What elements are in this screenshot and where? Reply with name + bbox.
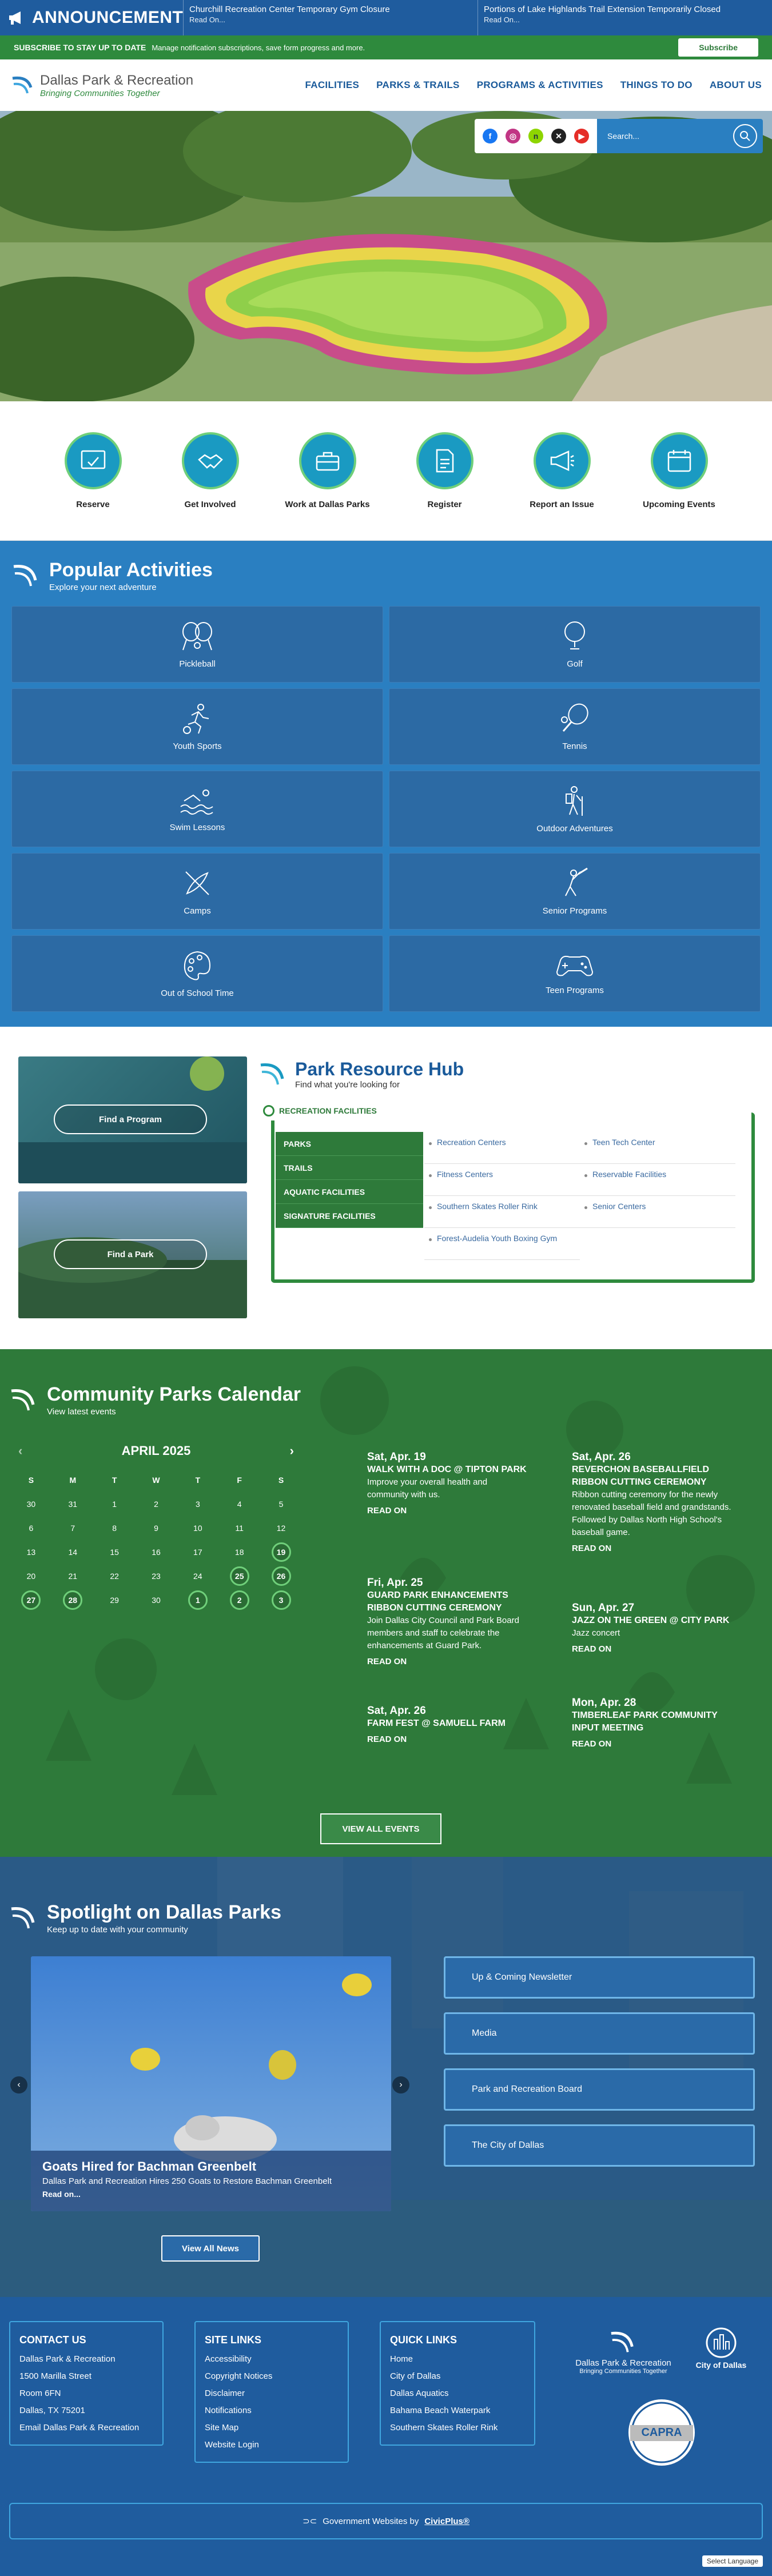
prev-slide-icon[interactable]: ‹	[10, 2076, 27, 2094]
find-park-card[interactable]	[18, 1191, 247, 1318]
activity-out-of-school-time[interactable]	[11, 935, 383, 1012]
kayak-icon	[181, 867, 213, 899]
calendar-day[interactable]: 24	[193, 1572, 202, 1581]
calendar-day[interactable]: 12	[276, 1524, 286, 1533]
event-item	[367, 1577, 527, 1668]
spotlight-link[interactable]: Park and Recreation Board	[444, 2068, 755, 2111]
activity-label[interactable]: Golf	[567, 659, 583, 669]
quick-link-register[interactable]	[396, 432, 494, 509]
calendar-day[interactable]: 10	[193, 1524, 202, 1533]
event-read-on[interactable]: READ ON	[367, 1506, 407, 1516]
calendar-day[interactable]: 23	[152, 1572, 161, 1581]
event-description: Join Dallas City Council and Park Board members and staff to celebrate the enhancements at Guard Park.	[367, 1616, 519, 1650]
quick-link-events[interactable]	[631, 432, 728, 509]
calendar-day[interactable]: 15	[110, 1548, 119, 1557]
calendar-week	[10, 1588, 302, 1612]
event-read-on[interactable]: READ ON	[367, 1657, 407, 1666]
quick-link-reserve[interactable]	[45, 432, 142, 509]
contact-title: CONTACT US	[19, 2334, 86, 2346]
swimmer-icon	[178, 786, 216, 816]
megaphone-icon	[8, 10, 25, 25]
section-title: Popular Activities	[49, 559, 213, 581]
youtube-icon[interactable]: ▶	[574, 129, 589, 143]
site-links-box	[194, 2321, 349, 2463]
slide-caption	[42, 2159, 332, 2199]
gov-text: Government Websites by	[323, 2516, 419, 2526]
next-slide-icon[interactable]: ›	[392, 2076, 409, 2094]
activity-golf[interactable]	[389, 606, 761, 683]
game-controller-icon	[555, 952, 595, 979]
footer-link[interactable]: Website Login	[205, 2440, 259, 2450]
calendar-day-event[interactable]: 2	[230, 1590, 249, 1610]
calendar-day[interactable]: 16	[152, 1548, 161, 1557]
event-item	[572, 1451, 732, 1555]
prev-month-icon[interactable]: ‹	[18, 1443, 23, 1458]
category-aquatic-facilities[interactable]: AQUATIC FACILITIES	[276, 1180, 423, 1204]
quick-links-title: QUICK LINKS	[390, 2334, 457, 2346]
spotlight-title: Spotlight on Dallas Parks	[47, 1901, 281, 1923]
menu-things-to-do[interactable]: THINGS TO DO	[620, 79, 693, 90]
calendar-day[interactable]: 22	[110, 1572, 119, 1581]
event-title[interactable]: JAZZ ON THE GREEN @ CITY PARK	[572, 1616, 730, 1625]
tab-recreation-facilities[interactable]	[258, 1101, 381, 1120]
calendar-week	[10, 1492, 302, 1516]
event-date: Sat, Apr. 26	[572, 1451, 631, 1463]
event-date: Sat, Apr. 26	[367, 1705, 426, 1717]
calendar-day[interactable]: 2	[154, 1500, 158, 1509]
activity-label[interactable]: Swim Lessons	[169, 822, 225, 832]
contact-email-link[interactable]: Email Dallas Park & Recreation	[19, 2423, 140, 2433]
calendar-day-event[interactable]: 25	[230, 1566, 249, 1586]
civicplus-icon: ⊃⊂	[303, 2517, 317, 2526]
footer-link[interactable]: Dallas Aquatics	[390, 2388, 449, 2398]
hub-link[interactable]: Recreation Centers	[424, 1132, 580, 1164]
calendar-week	[10, 1564, 302, 1588]
quick-link-label[interactable]: Reserve	[76, 500, 110, 509]
megaphone-icon[interactable]	[534, 432, 591, 489]
hub-link[interactable]: Teen Tech Center	[580, 1132, 735, 1164]
calendar-day[interactable]: 31	[68, 1500, 78, 1509]
calendar-icon[interactable]	[651, 432, 708, 489]
golf-icon	[559, 620, 591, 652]
calendar-day[interactable]: 30	[152, 1596, 161, 1605]
event-date: Sat, Apr. 19	[367, 1451, 426, 1463]
reserve-icon[interactable]	[65, 432, 122, 489]
site-logo[interactable]	[10, 73, 193, 98]
spotlight-link[interactable]: Media	[444, 2012, 755, 2055]
footer-link[interactable]: Bahama Beach Waterpark	[390, 2406, 491, 2415]
main-menu	[305, 79, 762, 91]
calendar-week	[10, 1540, 302, 1564]
calendar-day-event[interactable]: 28	[63, 1590, 82, 1610]
event-title[interactable]: WALK WITH A DOC @ TIPTON PARK	[367, 1465, 527, 1474]
hub-link[interactable]: Reservable Facilities	[580, 1164, 735, 1196]
activity-label[interactable]: Youth Sports	[173, 741, 222, 751]
activity-label[interactable]: Tennis	[562, 741, 587, 751]
footer-link[interactable]: Disclaimer	[205, 2388, 245, 2398]
calendar-heading	[9, 1383, 301, 1417]
calendar-grid	[10, 1468, 302, 1612]
event-date: Mon, Apr. 28	[572, 1697, 636, 1709]
quick-links	[0, 401, 772, 541]
calendar-day[interactable]: 18	[234, 1548, 244, 1557]
hub-categories	[276, 1132, 423, 1228]
spotlight-links	[444, 1956, 755, 2180]
hub-link[interactable]: Fitness Centers	[424, 1164, 580, 1196]
site-footer	[0, 2297, 772, 2576]
footer-link[interactable]: Copyright Notices	[205, 2371, 273, 2381]
event-description: Ribbon cutting ceremony for the newly renovated baseball field and grandstands. Followed by Dallas North High School's baseball game.	[572, 1490, 731, 1537]
slide-read-on[interactable]: Read on...	[42, 2190, 81, 2199]
contact-line: Dallas Park & Recreation	[19, 2354, 116, 2364]
event-item	[572, 1697, 732, 1750]
contact-box	[9, 2321, 164, 2446]
community-calendar	[0, 1349, 772, 1857]
category-signature-facilities[interactable]: SIGNATURE FACILITIES	[276, 1204, 423, 1228]
capra-text: CAPRA	[641, 2426, 682, 2439]
weekday: M	[69, 1476, 77, 1485]
swoosh-icon	[258, 1059, 288, 1089]
swoosh-icon	[9, 1385, 39, 1415]
calendar-day[interactable]: 30	[26, 1500, 36, 1509]
language-select[interactable]: Select Language	[702, 2555, 763, 2567]
section-heading	[11, 559, 761, 592]
find-park-button[interactable]: Find a Park	[54, 1239, 207, 1269]
weekday: T	[195, 1476, 201, 1485]
hub-title: Park Resource Hub	[295, 1059, 464, 1079]
announcement-heading	[0, 0, 183, 35]
hub-subtitle: Find what you're looking for	[295, 1080, 400, 1090]
footer-logo[interactable]	[572, 2328, 675, 2375]
logo-name: Dallas Park & Recreation	[40, 72, 194, 88]
event-read-on[interactable]: READ ON	[572, 1544, 612, 1553]
section-subtitle: Explore your next adventure	[49, 583, 157, 592]
activity-tennis[interactable]	[389, 688, 761, 765]
tennis-racket-icon	[559, 703, 591, 735]
event-title[interactable]: REVERCHON BASEBALLFIELD RIBBON CUTTING CEREMONY	[572, 1465, 710, 1487]
calendar-subtitle: View latest events	[47, 1407, 116, 1417]
footer-link[interactable]: Notifications	[205, 2406, 252, 2415]
government-websites-bar	[9, 2503, 763, 2539]
spotlight-subtitle: Keep up to date with your community	[47, 1925, 188, 1935]
capra-badge	[619, 2395, 705, 2471]
calendar-day[interactable]: 14	[68, 1548, 78, 1557]
category-trails[interactable]: TRAILS	[276, 1156, 423, 1180]
site-links-title: SITE LINKS	[205, 2334, 262, 2346]
contact-line: Room 6FN	[19, 2388, 61, 2398]
next-month-icon[interactable]: ›	[289, 1443, 294, 1458]
hub-links	[424, 1132, 735, 1260]
find-program-card[interactable]	[18, 1056, 247, 1183]
calendar-day[interactable]: 11	[235, 1524, 244, 1533]
tab-label[interactable]: RECREATION FACILITIES	[279, 1106, 377, 1115]
activity-label[interactable]: Teen Programs	[546, 985, 604, 995]
subscribe-text: Manage notification subscriptions, save form progress and more.	[152, 43, 365, 52]
activity-label[interactable]: Out of School Time	[161, 988, 234, 998]
logo-swoosh-icon	[609, 2328, 638, 2356]
menu-parks-trails[interactable]: PARKS & TRAILS	[376, 79, 460, 90]
slide-title[interactable]: Goats Hired for Bachman Greenbelt	[42, 2159, 257, 2174]
activity-label[interactable]: Pickleball	[179, 659, 216, 669]
search-input[interactable]: Search...	[607, 131, 640, 141]
calendar-day-event[interactable]: 1	[188, 1590, 208, 1610]
announcement-label: ANNOUNCEMENT	[32, 8, 184, 27]
calendar-day[interactable]: 4	[237, 1500, 242, 1509]
nextdoor-icon[interactable]: n	[528, 129, 543, 143]
menu-about-us[interactable]: ABOUT US	[709, 79, 762, 90]
weekday-header	[10, 1468, 302, 1492]
subscribe-button[interactable]: Subscribe	[678, 38, 758, 57]
calendar-day-event[interactable]: 27	[21, 1590, 41, 1610]
quick-links-box	[380, 2321, 535, 2446]
runner-icon	[180, 703, 214, 735]
quick-link-label[interactable]: Work at Dallas Parks	[285, 500, 370, 509]
read-on-link[interactable]: Read On...	[189, 15, 225, 24]
palette-icon	[181, 950, 213, 982]
logo-tagline: Bringing Communities Together	[40, 88, 160, 98]
search-icon[interactable]	[733, 124, 757, 148]
event-description: Improve your overall health and community with us.	[367, 1477, 488, 1500]
calendar-day[interactable]: 9	[154, 1524, 158, 1533]
announcement-title[interactable]: Churchill Recreation Center Temporary Gym Closure	[189, 5, 390, 14]
quick-link-label[interactable]: Register	[427, 500, 462, 509]
footer-link[interactable]: City of Dallas	[390, 2371, 441, 2381]
event-date: Sun, Apr. 27	[572, 1602, 635, 1614]
announcement-title[interactable]: Portions of Lake Highlands Trail Extension Temporarily Closed	[484, 5, 721, 14]
spotlight-heading	[9, 1901, 281, 1935]
activity-swim-lessons[interactable]	[11, 771, 383, 847]
briefcase-icon[interactable]	[299, 432, 356, 489]
x-icon[interactable]: ✕	[551, 129, 566, 143]
activity-label[interactable]: Camps	[184, 906, 211, 916]
calendar-day[interactable]: 3	[195, 1500, 200, 1509]
weekday: S	[278, 1476, 284, 1485]
category-parks[interactable]: PARKS	[276, 1132, 423, 1156]
calendar-day[interactable]: 6	[29, 1524, 34, 1533]
calendar-day[interactable]: 17	[193, 1548, 202, 1557]
activity-senior-programs[interactable]	[389, 853, 761, 930]
calendar-day[interactable]: 13	[26, 1548, 36, 1557]
swoosh-icon	[9, 1903, 39, 1933]
view-all-events-button[interactable]: VIEW ALL EVENTS	[320, 1813, 441, 1844]
footer-link[interactable]: Southern Skates Roller Rink	[390, 2423, 498, 2433]
pickleball-icon	[177, 620, 217, 652]
civicplus-link[interactable]: CivicPlus®	[424, 2516, 469, 2526]
footer-link[interactable]: Site Map	[205, 2423, 239, 2433]
calendar-day[interactable]: 29	[110, 1596, 119, 1605]
spotlight-link[interactable]: Up & Coming Newsletter	[444, 1956, 755, 1999]
slide-text: Dallas Park and Recreation Hires 250 Goats to Restore Bachman Greenbelt	[42, 2176, 332, 2186]
calendar-title: Community Parks Calendar	[47, 1383, 301, 1405]
contact-line: Dallas, TX 75201	[19, 2406, 85, 2415]
spotlight-link[interactable]: The City of Dallas	[444, 2124, 755, 2167]
event-description: Jazz concert	[572, 1628, 620, 1638]
calendar-day-event[interactable]: 26	[272, 1566, 291, 1586]
calendar-day[interactable]: 8	[112, 1524, 117, 1533]
quick-link-label[interactable]: Get Involved	[184, 500, 236, 509]
city-of-dallas-icon	[703, 2327, 739, 2359]
calendar-day[interactable]: 20	[26, 1572, 36, 1581]
weekday: T	[112, 1476, 117, 1485]
site-header	[0, 59, 772, 111]
hub-heading	[258, 1059, 464, 1090]
hero-toolbar	[475, 119, 763, 153]
quick-link-label[interactable]: Upcoming Events	[643, 500, 715, 509]
radio-indicator	[263, 1105, 274, 1116]
subscribe-bar	[0, 35, 772, 59]
hub-link[interactable]: Senior Centers	[580, 1196, 735, 1228]
month-label: APRIL 2025	[121, 1443, 191, 1458]
event-title[interactable]: FARM FEST @ SAMUELL FARM	[367, 1718, 506, 1728]
contact-line: 1500 Marilla Street	[19, 2371, 91, 2381]
calendar-day-event[interactable]: 19	[272, 1542, 291, 1562]
instagram-icon[interactable]: ◎	[506, 129, 520, 143]
event-read-on[interactable]: READ ON	[572, 1644, 612, 1654]
menu-programs-activities[interactable]: PROGRAMS & ACTIVITIES	[476, 79, 603, 90]
event-title[interactable]: GUARD PARK ENHANCEMENTS RIBBON CUTTING CEREMONY	[367, 1590, 508, 1613]
announcement-item[interactable]	[183, 0, 477, 35]
city-name: City of Dallas	[695, 2360, 747, 2370]
calendar-day[interactable]: 21	[68, 1572, 78, 1581]
subscribe-heading: SUBSCRIBE TO STAY UP TO DATE	[14, 43, 146, 52]
event-item	[367, 1451, 527, 1517]
event-item	[572, 1602, 732, 1656]
read-on-link[interactable]: Read On...	[484, 15, 520, 24]
footer-logo-tagline: Bringing Communities Together	[579, 2368, 667, 2375]
baseball-batter-icon	[559, 867, 591, 899]
calendar-day-event[interactable]: 3	[272, 1590, 291, 1610]
activity-camps[interactable]	[11, 853, 383, 930]
event-read-on[interactable]: READ ON	[572, 1739, 612, 1749]
social-links	[475, 119, 597, 153]
calendar-day[interactable]: 1	[112, 1500, 117, 1509]
hub-link[interactable]: Southern Skates Roller Rink	[424, 1196, 580, 1228]
weekday: F	[237, 1476, 242, 1485]
swoosh-icon	[11, 561, 41, 591]
calendar-day[interactable]: 7	[70, 1524, 75, 1533]
footer-logo-name: Dallas Park & Recreation	[575, 2358, 671, 2368]
view-all-news-button[interactable]: View All News	[161, 2235, 260, 2262]
quick-link-get-involved[interactable]	[162, 432, 259, 509]
month-nav	[10, 1443, 302, 1458]
footer-link[interactable]: Accessibility	[205, 2354, 252, 2364]
calendar-week	[10, 1516, 302, 1540]
menu-facilities[interactable]: FACILITIES	[305, 79, 360, 90]
event-title[interactable]: TIMBERLEAF PARK COMMUNITY INPUT MEETING	[572, 1710, 718, 1733]
spotlight-section	[0, 1857, 772, 2297]
activity-outdoor-adventures[interactable]	[389, 771, 761, 847]
popular-activities	[0, 541, 772, 1027]
document-icon[interactable]	[416, 432, 473, 489]
activity-youth-sports[interactable]	[11, 688, 383, 765]
quick-link-work[interactable]	[279, 432, 376, 509]
facebook-icon[interactable]: f	[483, 129, 498, 143]
footer-link[interactable]: Home	[390, 2354, 413, 2364]
city-logo[interactable]	[684, 2327, 758, 2370]
announcement-bar	[0, 0, 772, 35]
activity-label[interactable]: Senior Programs	[542, 906, 607, 916]
handshake-icon[interactable]	[182, 432, 239, 489]
news-slide[interactable]	[31, 1956, 391, 2211]
activity-grid	[11, 606, 761, 1012]
quick-link-label[interactable]: Report an Issue	[530, 500, 594, 509]
event-item	[367, 1705, 527, 1746]
event-read-on[interactable]: READ ON	[367, 1734, 407, 1744]
event-date: Fri, Apr. 25	[367, 1577, 423, 1589]
weekday: W	[152, 1476, 160, 1485]
activity-label[interactable]: Outdoor Adventures	[536, 823, 613, 834]
hub-link[interactable]: Forest-Audelia Youth Boxing Gym	[424, 1228, 580, 1260]
activity-teen-programs[interactable]	[389, 935, 761, 1012]
hero-banner	[0, 111, 772, 401]
hiker-icon	[560, 785, 589, 817]
hero-garden-image	[0, 111, 772, 401]
activity-pickleball[interactable]	[11, 606, 383, 683]
search-bar[interactable]	[597, 119, 763, 153]
quick-link-report[interactable]	[514, 432, 611, 509]
find-program-button[interactable]: Find a Program	[54, 1104, 207, 1134]
logo-swoosh-icon	[10, 73, 35, 98]
park-resource-hub	[0, 1027, 772, 1349]
announcement-item[interactable]	[477, 0, 772, 35]
calendar-day[interactable]: 5	[278, 1500, 284, 1509]
weekday: S	[28, 1476, 34, 1485]
